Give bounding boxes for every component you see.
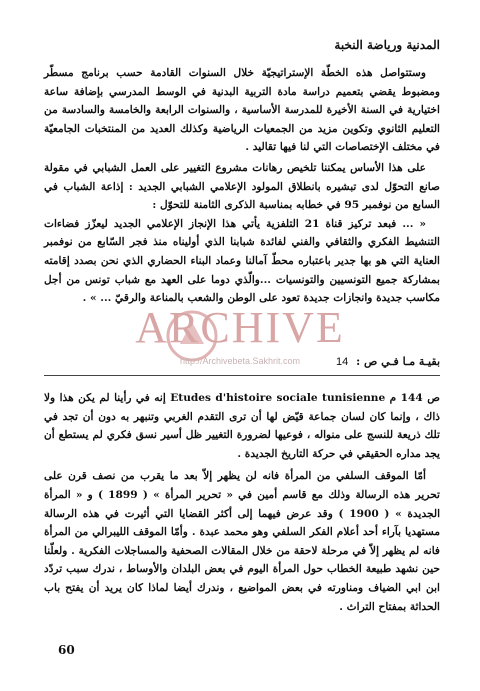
paragraph-youth-project: على هذا الأساس يمكننا تلخيص رهانات مشروع التغيير على العمل الشبابي في مقولة صانع التحوّل لدى تبشيره بانطلاق المولود الإعلامي الشبابي الجديد : إذاعة الشباب في السابع من نوفمبر 95 في خطابه بمناسبة الذكرى الثامنة للتحوّل : (44, 161, 440, 212)
paragraph-salafi-stance: أمّا الموقف السلفي من المرأة فانه لن يظهر إلاّ بعد ما يقرب من نصف قرن على تحرير هذه الرسالة وذلك مع قاسم أمين في « تحرير المرأة » ( 1899 ) و « المرأة الجديدة » ( 1900 ) وقد عرض فيهما إلى أكثر القضايا التي أثيرت في هذه الرسالة مستهديا بآراء أحد أعلام الفكر السلفي وهو محمد عبدة . وأمّا الموقف الليبرالي من المرأة فانه لم يظهر إلاّ في مرحلة لاحقة من خلال المقالات الصحفية والمساجلات الفكرية . ولعلّنا حين نشهد طبيعة الخطاب حول المرأة اليوم في بعض البلدان والأوساط ، ندرك سبب تردّد ابن ابي الضياف ومناورته في بعض المواضيع ، وندرك أيضا لماذا كان يريد أن يفتح باب الحداثة بمفتاح التراث . (44, 470, 441, 613)
archive-watermark: ARCHIVE (135, 303, 345, 352)
page-number: 60 (58, 643, 75, 657)
continuation-text: بقيـة مـا فـي ص : (356, 355, 440, 368)
section-continued (44, 389, 440, 616)
paragraph-etudes: ص 144 م Etudes d'histoire sociale tunisienne إنه في رأينا لم يكن هذا ولا ذاك ، وإنما كان لسان جماعة قيّض لها أن ترى التقدم الغربي وتنبهر به دون أن تجد في تلك ذريعة للنسج على منواله ، فوعيها لضرورة التغيير ظل أسير نسق فكري لم يستطع أن يجد مداره الحقيقي في حركة التاريخ الجديدة . (44, 392, 441, 460)
archive-watermark-url: http://Archivebeta.Sakhrit.com (179, 356, 301, 366)
continuation-page: 14 (336, 356, 349, 368)
document-page (14, 0, 466, 691)
section-divider (44, 375, 440, 376)
continuation-label (336, 355, 440, 368)
section-top (44, 64, 440, 308)
paragraph-speech-quote: « ... فبعد تركيز قناة 21 التلفزية يأتي هذا الإنجاز الإعلامي الجديد ليعزّز فضاءات التنشيط الفكري والثقافي والفني لفائدة شبابنا الذي أوليناه منذ فجر السّابع من نوفمبر العناية التي هو بها جدير باعتباره محطّ آمالنا وعماد البناء الحضاري الذي نحن بصدد إقامته بمشاركة جميع التونسيين والتونسيات ...والّذي دوما على العهد مع شباب تونس من أجل مكاسب جديدة وانجازات جديدة تعود على الوطن والشعب بالمناعة والرقيّ ... » . (44, 217, 440, 305)
paragraph-strategy: وستتواصل هذه الخطّة الإستراتيجيّة خلال السنوات القادمة حسب برنامج مسطّر ومضبوط يقضي بتعميم دراسة مادة التربية البدنية في الوسط المدرسي بإضافة ساعة اختيارية في السنة الأخيرة للمدرسة الأساسية ، والسنوات الرابعة والخامسة والسادسة من التعليم الثانوي وتكوين مزيد من الجمعيات الرياضية وكذلك العديد من المنتخبات الجامعيّة في مختلف الإختصاصات التي لنا فيها تقاليد . (44, 67, 440, 154)
running-header: المدنية ورياضة النخبة (334, 38, 440, 52)
